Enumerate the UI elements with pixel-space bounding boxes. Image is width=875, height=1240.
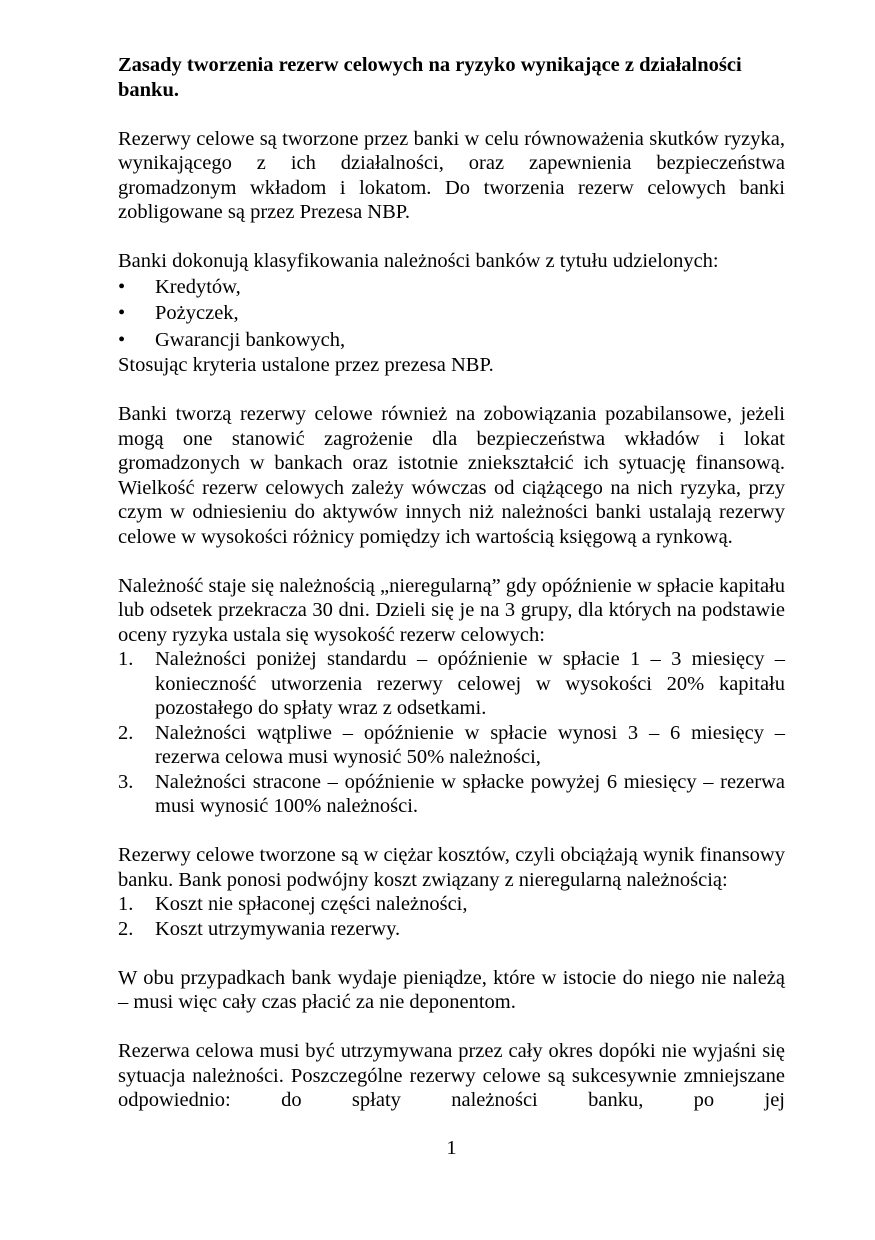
list-number: 3. <box>118 770 134 793</box>
paragraph-rezerwy-intro: Rezerwy celowe są tworzone przez banki w celu równoważenia skutków ryzyka, wynikającego z ich działalności, oraz zapewnienia bezpieczeństwa gromadzonym wkładom i lokatom. Do tworzenia rezerw celowych banki zobligowane są przez Prezesa NBP. <box>118 127 785 223</box>
numbered-item-text: Koszt nie spłaconej części należności, <box>155 893 468 915</box>
paragraph-rezerwa-utrzymanie: Rezerwa celowa musi być utrzymywana przez cały okres dopóki nie wyjaśni się sytuacja należności. Poszczególne rezerwy celowe są sukcesywnie zmniejszane odpowiednio: do spłaty należności banku, po jej <box>118 1040 785 1111</box>
paragraph-pozabilansowe: Banki tworzą rezerwy celowe również na zobowiązania pozabilansowe, jeżeli mogą one stanowić zagrożenie dla bezpieczeństwa wkładów i lokat gromadzonych w bankach oraz istotnie zniekształcić ich sytuację finansową. Wielkość rezerw celowych zależy wówczas od ciążącego na nich ryzyka, przy czym w odniesieniu do aktywów innych niż należności banki ustalają rezerwy celowe w wysokości różnicy pomiędzy ich wartością księgową a rynkową. <box>118 403 785 548</box>
bullet-list-item <box>118 274 785 301</box>
section-koszty <box>118 843 785 941</box>
section-klasyfikacja <box>118 249 785 378</box>
numbered-item-text: Należności poniżej standardu – opóźnienie w spłacie 1 – 3 miesięcy – konieczność utworzenia rezerwy celowej w wysokości 20% kapitału pozostałego do spłaty wraz z odsetkami. <box>155 648 785 719</box>
numbered-list-item <box>118 647 785 721</box>
numbered-list-item <box>118 770 785 819</box>
bullet-list-item <box>118 327 785 354</box>
klasyfikacja-outro: Stosując kryteria ustalone przez prezesa NBP. <box>118 354 494 376</box>
bullet-icon: • <box>118 302 126 324</box>
list-number: 2. <box>118 917 134 940</box>
numbered-list-item <box>118 917 785 942</box>
bullet-icon: • <box>118 328 126 351</box>
list-number: 1. <box>118 893 134 915</box>
numbered-list-item <box>118 721 785 770</box>
section-grupy-ryzyka <box>118 574 785 819</box>
list-number: 1. <box>118 648 134 670</box>
koszty-intro: Rezerwy celowe tworzone są w ciężar kosztów, czyli obciążają wynik finansowy banku. Bank ponosi podwójny koszt związany z nieregularną należnością: <box>118 844 785 891</box>
paragraph-oba-przypadki: W obu przypadkach bank wydaje pieniądze, które w istocie do niego nie należą – musi więc cały czas płacić za nie deponentom. <box>118 966 785 1013</box>
grupy-intro: Należność staje się należnością „nieregularną” gdy opóźnienie w spłacie kapitału lub odsetek przekracza 30 dni. Dzieli się je na 3 grupy, dla których na podstawie oceny ryzyka ustala się wysokość rezerw celowych: <box>118 574 785 646</box>
numbered-item-text: Należności stracone – opóźnienie w spłacke powyżej 6 miesięcy – rezerwa musi wynosić 100% należności. <box>155 770 785 817</box>
document-title: Zasady tworzenia rezerw celowych na ryzyko wynikające z działalności banku. <box>118 54 742 101</box>
bullet-item-label: Kredytów, <box>155 275 241 298</box>
numbered-item-text: Należności wątpliwe – opóźnienie w spłacie wynosi 3 – 6 miesięcy – rezerwa celowa musi wynosić 50% należności, <box>155 721 785 768</box>
bullet-icon: • <box>118 275 126 298</box>
klasyfikacja-intro: Banki dokonują klasyfikowania należności banków z tytułu udzielonych: <box>118 250 719 272</box>
numbered-item-text: Koszt utrzymywania rezerwy. <box>155 917 401 940</box>
page-number: 1 <box>446 1137 457 1159</box>
list-number: 2. <box>118 721 134 744</box>
numbered-list-item <box>118 892 785 917</box>
bullet-item-label: Pożyczek, <box>155 302 239 324</box>
bullet-list-item <box>118 300 785 327</box>
bullet-item-label: Gwarancji bankowych, <box>155 328 346 351</box>
